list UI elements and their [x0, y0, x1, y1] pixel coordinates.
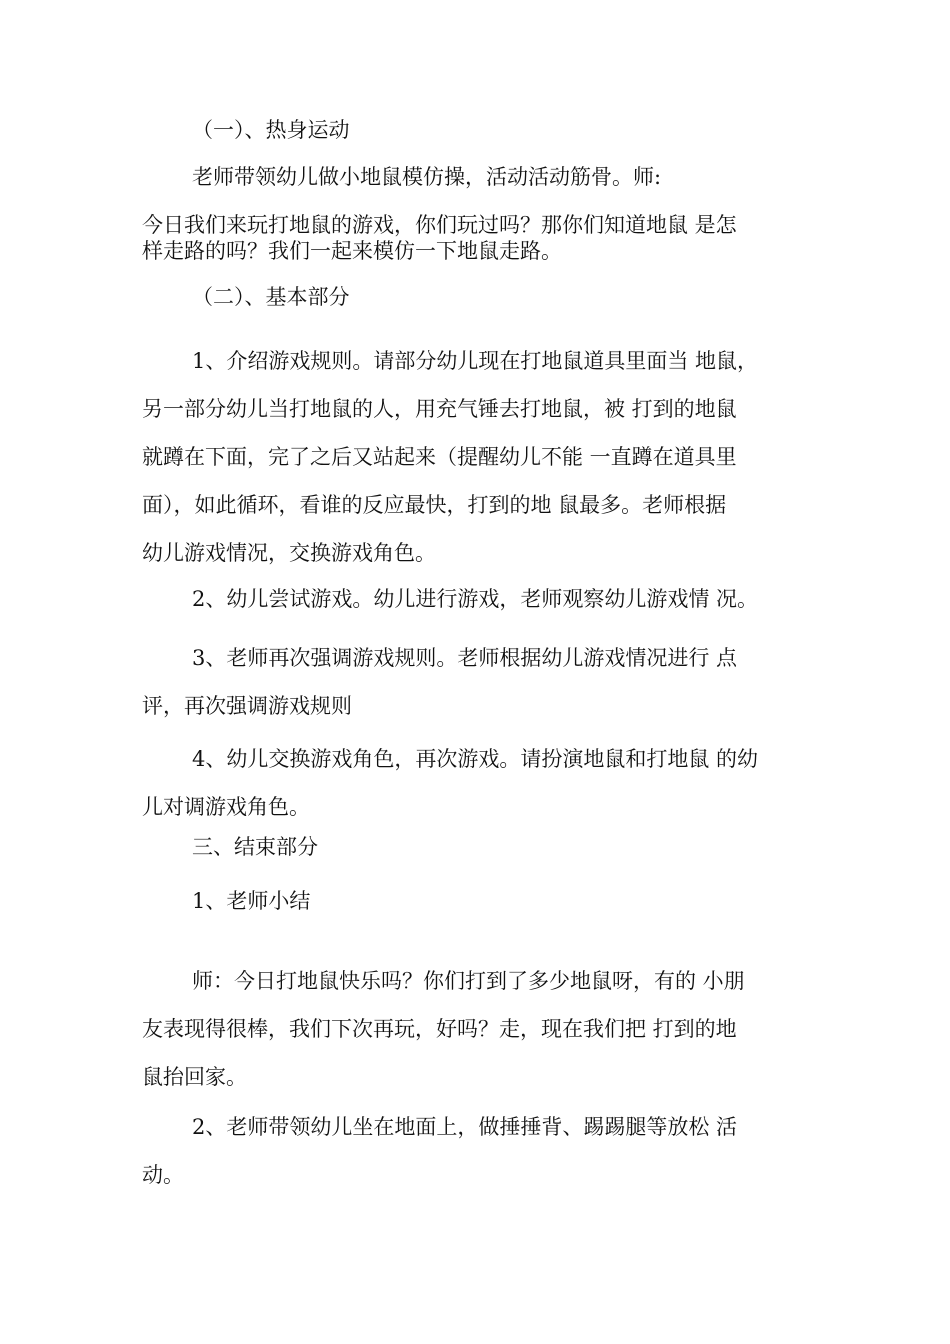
end-speech-line: 友表现得很棒，我们下次再玩，好吗？走，现在我们把 打到的地: [142, 1017, 737, 1041]
warmup-text: 老师带领幼儿做小地鼠模仿操，活动活动筋骨。师:: [192, 165, 662, 189]
heading-end: 三、结束部分: [192, 835, 318, 859]
end-speech-line: 鼠抬回家。: [142, 1065, 247, 1089]
step-1-line: 另一部分幼儿当打地鼠的人，用充气锤去打地鼠，被 打到的地鼠: [142, 397, 737, 421]
step-1-line: 面），如此循环，看谁的反应最快，打到的地 鼠最多。老师根据: [142, 493, 727, 517]
end-2: [142, 1103, 832, 1199]
step-3: [142, 634, 832, 730]
step-1: [142, 337, 832, 577]
step-4: [142, 735, 832, 831]
end-2-line: 动。: [142, 1163, 184, 1187]
step-3-line: 评，再次强调游戏规则: [142, 694, 352, 718]
step-4-line: 4、幼儿交换游戏角色，再次游戏。请扮演地鼠和打地鼠 的幼: [192, 747, 759, 771]
step-1-line: 幼儿游戏情况，交换游戏角色。: [142, 541, 436, 565]
warmup-speech: [142, 212, 832, 264]
step-3-line: 3、老师再次强调游戏规则。老师根据幼儿游戏情况进行 点: [192, 646, 738, 670]
end-1: 1、老师小结: [192, 889, 311, 913]
step-4-line: 儿对调游戏角色。: [142, 795, 310, 819]
end-speech: [142, 957, 832, 1101]
step-1-line: 1、介绍游戏规则。请部分幼儿现在打地鼠道具里面当 地鼠，: [192, 349, 759, 373]
end-speech-line: 师：今日打地鼠快乐吗？你们打到了多少地鼠呀，有的 小朋: [192, 969, 745, 993]
step-1-line: 就蹲在下面，完了之后又站起来（提醒幼儿不能 一直蹲在道具里: [142, 445, 737, 469]
heading-warmup: （一）、热身运动: [192, 118, 350, 142]
heading-basic: （二）、基本部分: [192, 285, 350, 309]
step-2: 2、幼儿尝试游戏。幼儿进行游戏，老师观察幼儿游戏情 况。: [192, 587, 759, 611]
warmup-speech-line: 样走路的吗？我们一起来模仿一下地鼠走路。: [142, 239, 562, 263]
end-2-line: 2、老师带领幼儿坐在地面上，做捶捶背、踢踢腿等放松 活: [192, 1115, 738, 1139]
warmup-speech-line: 今日我们来玩打地鼠的游戏，你们玩过吗？那你们知道地鼠 是怎: [142, 213, 737, 237]
